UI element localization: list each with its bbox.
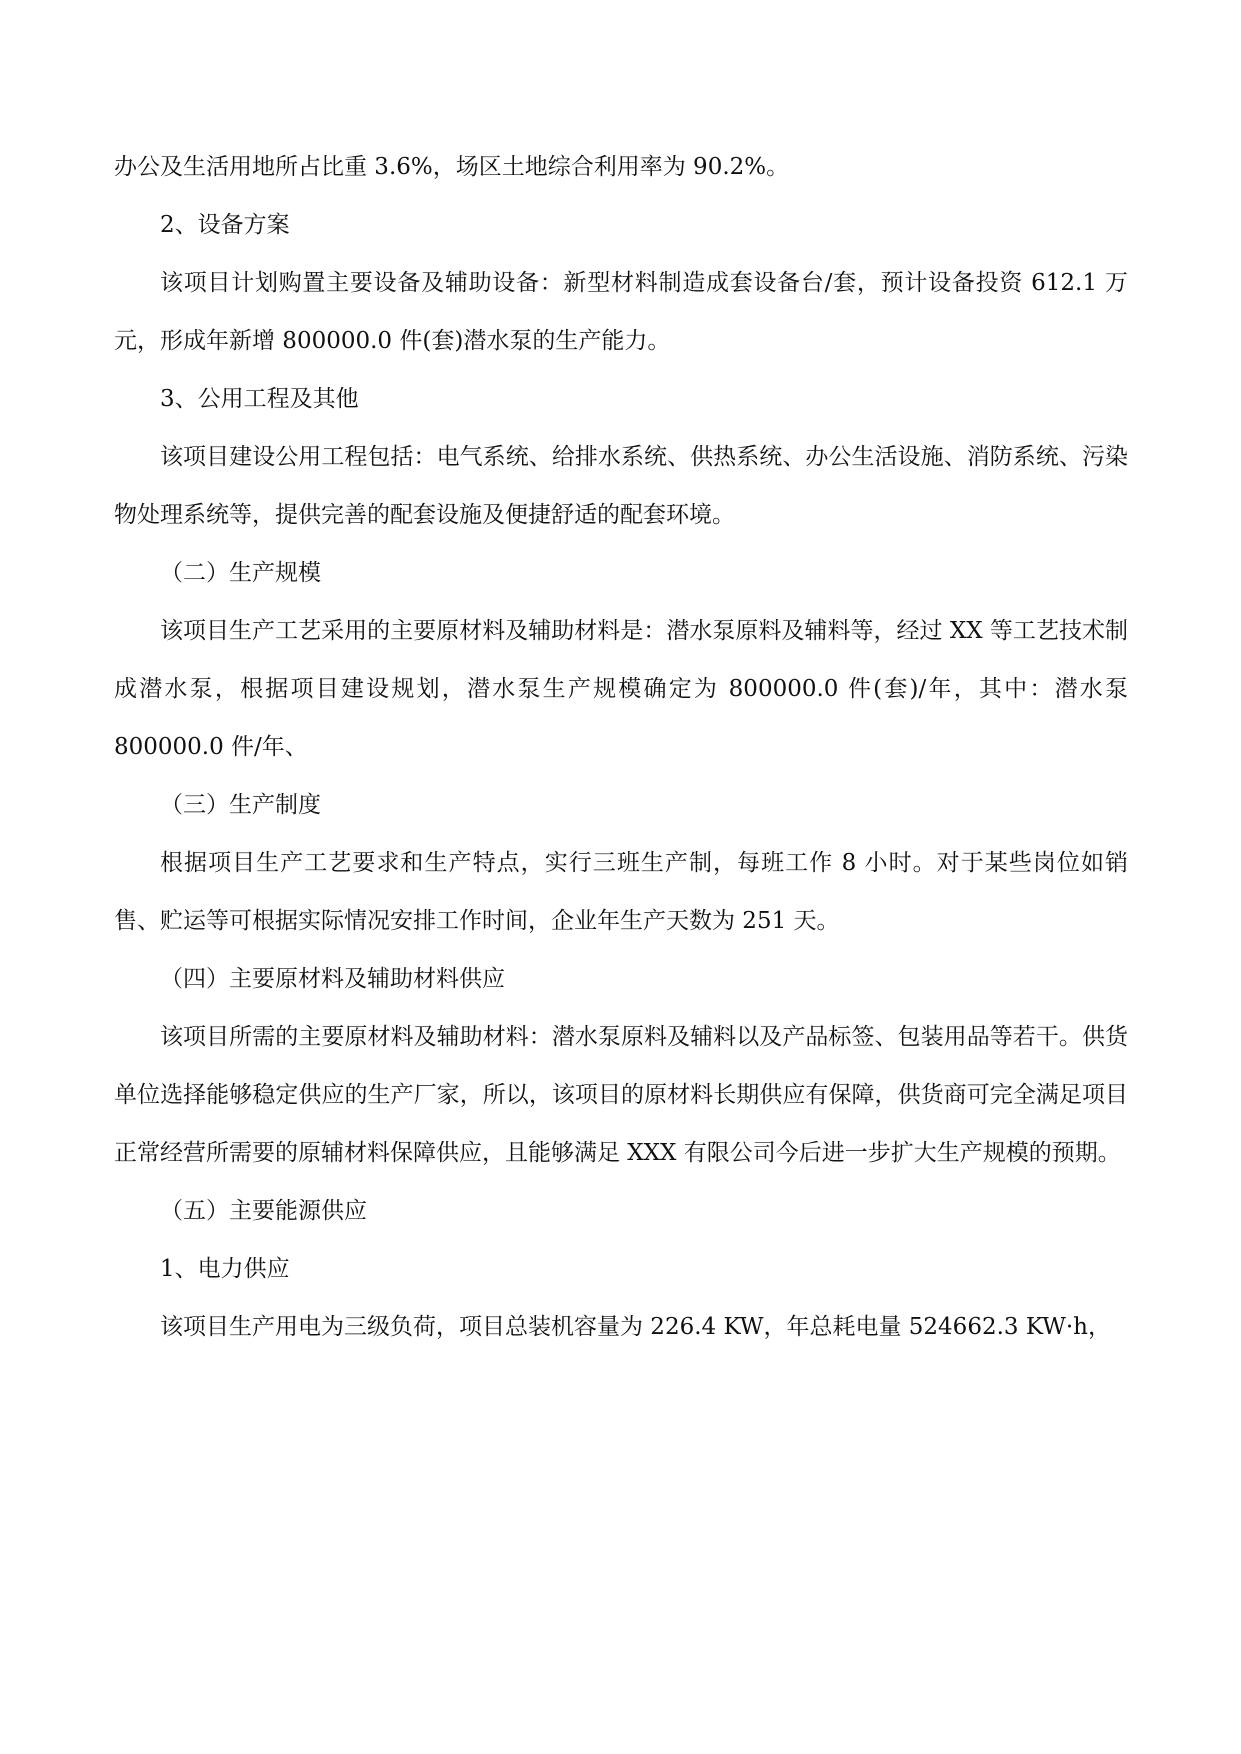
paragraph-materials-supply: 该项目所需的主要原材料及辅助材料：潜水泵原料及辅料以及产品标签、包装用品等若干。供货单位选择能够稳定供应的生产厂家，所以，该项目的原材料长期供应有保障，供货商可完全满足项目正常经营所需要的原辅材料保障供应，且能够满足 XXX 有限公司今后进一步扩大生产规模的预期。 [114, 1024, 1128, 1166]
document-body [114, 138, 1128, 1356]
heading-production-scale: （二）生产规模 [160, 560, 321, 586]
heading-energy-supply: （五）主要能源供应 [160, 1198, 367, 1224]
heading-materials-supply: （四）主要原材料及辅助材料供应 [160, 966, 505, 992]
heading-equipment-plan: 2、设备方案 [160, 212, 290, 238]
heading-production-system: （三）生产制度 [160, 792, 321, 818]
paragraph-land-use-continuation: 办公及生活用地所占比重 3.6%，场区土地综合利用率为 90.2%。 [114, 154, 790, 180]
paragraph-public-works: 该项目建设公用工程包括：电气系统、给排水系统、供热系统、办公生活设施、消防系统、污染物处理系统等，提供完善的配套设施及便捷舒适的配套环境。 [114, 444, 1128, 528]
heading-power-supply: 1、电力供应 [160, 1256, 290, 1282]
paragraph-power-supply: 该项目生产用电为三级负荷，项目总装机容量为 226.4 KW，年总耗电量 524662.3 KW·h， [160, 1314, 1111, 1340]
paragraph-production-scale: 该项目生产工艺采用的主要原材料及辅助材料是：潜水泵原料及辅料等，经过 XX 等工艺技术制成潜水泵，根据项目建设规划，潜水泵生产规模确定为 800000.0 件(套)/年，其中：潜水泵 800000.0 件/年、 [114, 618, 1128, 760]
heading-public-works: 3、公用工程及其他 [160, 386, 359, 412]
paragraph-equipment-plan: 该项目计划购置主要设备及辅助设备：新型材料制造成套设备台/套，预计设备投资 612.1 万元，形成年新增 800000.0 件(套)潜水泵的生产能力。 [114, 270, 1128, 354]
paragraph-production-system: 根据项目生产工艺要求和生产特点，实行三班生产制，每班工作 8 小时。对于某些岗位如销售、贮运等可根据实际情况安排工作时间，企业年生产天数为 251 天。 [114, 850, 1128, 934]
